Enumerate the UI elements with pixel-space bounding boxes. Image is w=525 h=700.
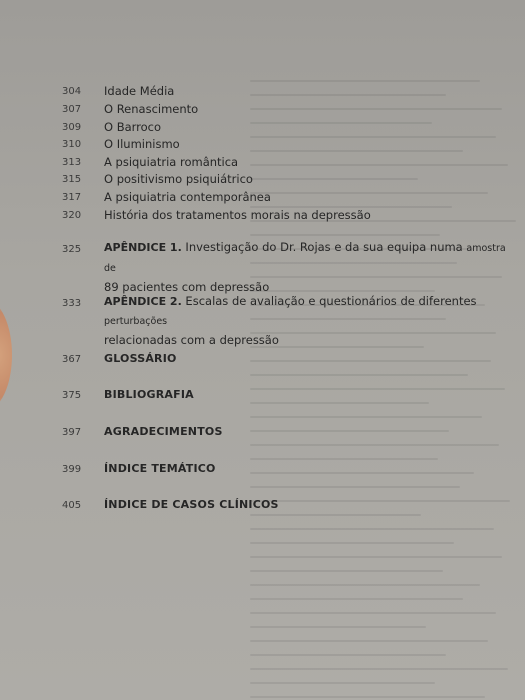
show-through-line — [250, 430, 449, 432]
show-through-line — [250, 696, 485, 698]
show-through-text — [250, 80, 525, 700]
show-through-line — [250, 486, 460, 488]
show-through-line — [250, 640, 488, 642]
show-through-line — [250, 234, 440, 236]
appendix-label: APÊNDICE 2. — [104, 295, 182, 308]
toc-entry-title: O positivismo psiquiátrico — [104, 172, 253, 186]
toc-entry-title: A psiquiatria contemporânea — [104, 190, 271, 204]
show-through-line — [250, 164, 508, 166]
toc-page-number: 405 — [62, 500, 82, 511]
appendix-text-line2: relacionadas com a depressão — [104, 333, 279, 347]
appendix-text-line2: 89 pacientes com depressão — [104, 280, 270, 294]
show-through-line — [250, 626, 426, 628]
show-through-line — [250, 584, 480, 586]
toc-page-number: 375 — [62, 390, 82, 401]
show-through-line — [250, 528, 494, 530]
show-through-line — [250, 654, 446, 656]
show-through-line — [250, 402, 429, 404]
show-through-line — [250, 570, 443, 572]
toc-page-number: 399 — [62, 464, 82, 475]
toc-entry-title: História dos tratamentos morais na depressão — [104, 208, 371, 222]
toc-section-title: ÍNDICE DE CASOS CLÍNICOS — [104, 498, 279, 511]
show-through-line — [250, 598, 463, 600]
toc-section-title: GLOSSÁRIO — [104, 352, 177, 365]
show-through-line — [250, 556, 502, 558]
toc-page-number: 317 — [62, 192, 82, 203]
show-through-line — [250, 94, 446, 96]
toc-page-number: 320 — [62, 210, 82, 221]
toc-page-number: 309 — [62, 122, 82, 133]
toc-section-title: AGRADECIMENTOS — [104, 425, 223, 438]
show-through-line — [250, 192, 488, 194]
toc-page-number: 315 — [62, 174, 82, 185]
toc-page-number: 325 — [62, 244, 82, 255]
toc-page-number: 307 — [62, 104, 82, 115]
appendix-1-entry — [104, 238, 514, 296]
appendix-2-entry — [104, 292, 514, 349]
toc-section-title: ÍNDICE TEMÁTICO — [104, 462, 216, 475]
show-through-line — [250, 80, 480, 82]
appendix-text: Escalas de avaliação e questionários de diferentes — [181, 294, 477, 308]
toc-page-number: 304 — [62, 86, 82, 97]
show-through-line — [250, 150, 463, 152]
appendix-text-small: perturbações — [104, 316, 168, 327]
show-through-line — [250, 108, 502, 110]
show-through-line — [250, 122, 432, 124]
appendix-text: Investigação do Dr. Rojas e da sua equipa numa — [181, 240, 467, 254]
show-through-line — [250, 542, 454, 544]
show-through-line — [250, 612, 496, 614]
show-through-line — [250, 388, 505, 390]
show-through-line — [250, 374, 468, 376]
show-through-line — [250, 136, 496, 138]
toc-entry-title: O Iluminismo — [104, 137, 180, 151]
toc-page-number: 333 — [62, 298, 82, 309]
toc-page-number: 310 — [62, 139, 82, 150]
toc-page-number: 367 — [62, 354, 82, 365]
toc-section-title: BIBLIOGRAFIA — [104, 388, 194, 401]
toc-entry-title: O Barroco — [104, 120, 162, 134]
appendix-label: APÊNDICE 1. — [104, 241, 182, 254]
show-through-line — [250, 458, 438, 460]
toc-entry-title: Idade Média — [104, 84, 175, 98]
show-through-line — [250, 682, 435, 684]
show-through-line — [250, 472, 474, 474]
show-through-line — [250, 500, 510, 502]
show-through-line — [250, 178, 418, 180]
show-through-line — [250, 360, 491, 362]
toc-page-number: 397 — [62, 427, 82, 438]
show-through-line — [250, 514, 421, 516]
toc-entry-title: A psiquiatria romântica — [104, 155, 239, 169]
show-through-line — [250, 668, 508, 670]
toc-page-number: 313 — [62, 157, 82, 168]
finger-edge — [0, 300, 12, 410]
appendix-text-small: amostra de — [104, 243, 506, 274]
show-through-line — [250, 444, 499, 446]
show-through-line — [250, 416, 482, 418]
toc-entry-title: O Renascimento — [104, 102, 199, 116]
